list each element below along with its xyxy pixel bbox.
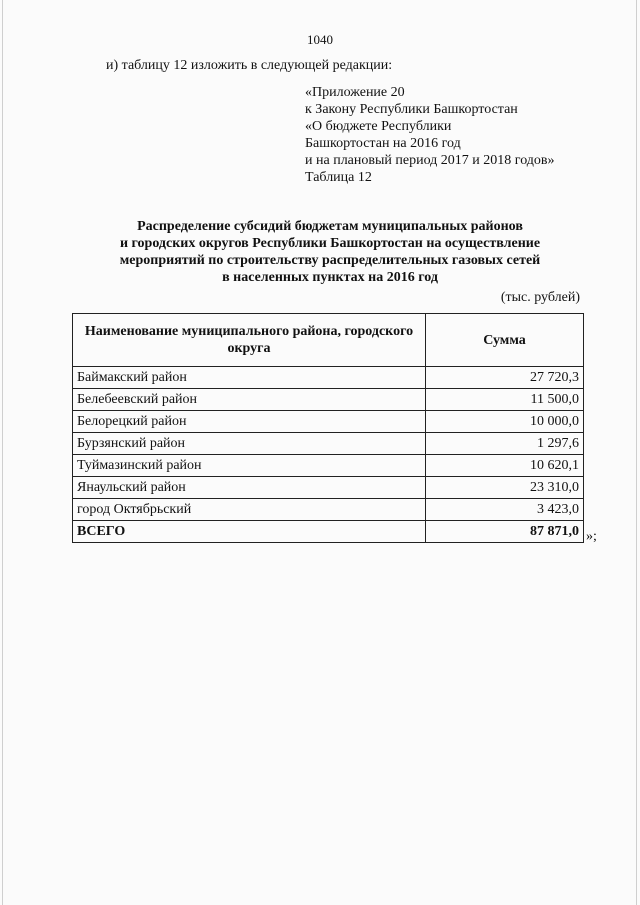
table-row [73, 389, 584, 411]
scan-edge-left [2, 0, 3, 905]
cell-name: Белорецкий район [73, 411, 426, 433]
cell-amount: 1 297,6 [426, 433, 584, 455]
table-header-row [73, 314, 584, 367]
header-name: Наименование муниципального района, городского округа [73, 314, 426, 367]
header-amount: Сумма [426, 314, 584, 367]
title-line: мероприятий по строительству распределительных газовых сетей [119, 253, 541, 268]
appendix-line: «Приложение 20 [305, 85, 405, 100]
title-line: Распределение субсидий бюджетам муниципальных районов [137, 219, 523, 234]
cell-amount: 3 423,0 [426, 499, 584, 521]
cell-name: город Октябрьский [73, 499, 426, 521]
cell-amount: 23 310,0 [426, 477, 584, 499]
table-row [73, 367, 584, 389]
table-row [73, 499, 584, 521]
total-label: ВСЕГО [73, 521, 426, 543]
total-row [73, 521, 584, 543]
table-row [73, 477, 584, 499]
intro-text: и) таблицу 12 изложить в следующей редакции: [106, 58, 393, 73]
cell-name: Белебеевский район [73, 389, 426, 411]
title-line: в населенных пунктах на 2016 год [222, 270, 438, 285]
total-amount: 87 871,0 [426, 521, 584, 543]
appendix-line: и на плановый период 2017 и 2018 годов» [305, 153, 555, 168]
appendix-line: Таблица 12 [305, 170, 372, 185]
scan-edge-right [636, 0, 637, 905]
closing-quote: »; [586, 529, 597, 544]
cell-name: Туймазинский район [73, 455, 426, 477]
page-number: 1040 [307, 32, 333, 47]
units-label: (тыс. рублей) [500, 290, 580, 305]
cell-amount: 11 500,0 [426, 389, 584, 411]
appendix-line: к Закону Республики Башкортостан [305, 102, 518, 117]
cell-name: Бурзянский район [73, 433, 426, 455]
appendix-line: «О бюджете Республики [305, 119, 452, 134]
appendix-line: Башкортостан на 2016 год [305, 136, 461, 151]
cell-name: Баймакский район [73, 367, 426, 389]
cell-amount: 10 000,0 [426, 411, 584, 433]
appendix-block [305, 84, 555, 186]
table-row [73, 411, 584, 433]
table-title [40, 218, 620, 286]
table-row [73, 433, 584, 455]
title-line: и городских округов Республики Башкортостан на осуществление [119, 236, 541, 251]
cell-name: Янаульский район [73, 477, 426, 499]
cell-amount: 27 720,3 [426, 367, 584, 389]
subsidy-table [72, 313, 584, 543]
cell-amount: 10 620,1 [426, 455, 584, 477]
table-row [73, 455, 584, 477]
